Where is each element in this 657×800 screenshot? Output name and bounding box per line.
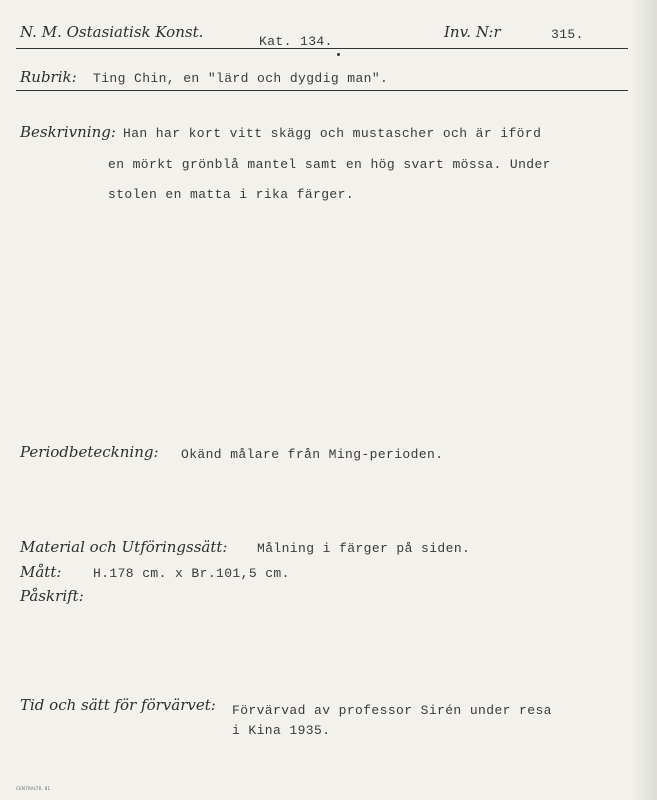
- catalog-number: Kat. 134.: [259, 34, 333, 49]
- paskrift-label: Påskrift:: [20, 587, 84, 605]
- header-rule-mark: [337, 53, 340, 56]
- inventory-label: Inv. N:r: [444, 23, 501, 41]
- beskrivning-line: en mörkt grönblå mantel samt en hög svart mössa. Under: [108, 157, 551, 172]
- material-value: Målning i färger på siden.: [257, 541, 471, 556]
- matt-value: H.178 cm. x Br.101,5 cm.: [93, 566, 290, 581]
- rubrik-value: Ting Chin, en "lärd och dygdig man".: [93, 71, 389, 86]
- period-label: Periodbeteckning:: [20, 443, 159, 461]
- matt-label: Mått:: [20, 563, 62, 581]
- beskrivning-line: stolen en matta i rika färger.: [108, 187, 355, 202]
- period-value: Okänd målare från Ming-perioden.: [181, 447, 444, 462]
- forvarv-line: Förvärvad av professor Sirén under resa: [232, 703, 552, 718]
- page-edge-shadow: [631, 0, 657, 800]
- beskrivning-line: Han har kort vitt skägg och mustascher och är iförd: [123, 126, 542, 141]
- inventory-number: 315.: [551, 27, 584, 42]
- forvarv-label: Tid och sätt för förvärvet:: [20, 696, 216, 714]
- rubrik-label: Rubrik:: [20, 68, 77, 86]
- header-rule: [16, 48, 628, 49]
- forvarv-line: i Kina 1935.: [232, 723, 331, 738]
- rubrik-rule: [16, 90, 628, 91]
- printer-mark: CENTRALTR. 81: [16, 786, 51, 791]
- beskrivning-label: Beskrivning:: [20, 123, 116, 141]
- museum-label: N. M. Ostasiatisk Konst.: [20, 23, 204, 41]
- material-label: Material och Utföringssätt:: [20, 538, 228, 556]
